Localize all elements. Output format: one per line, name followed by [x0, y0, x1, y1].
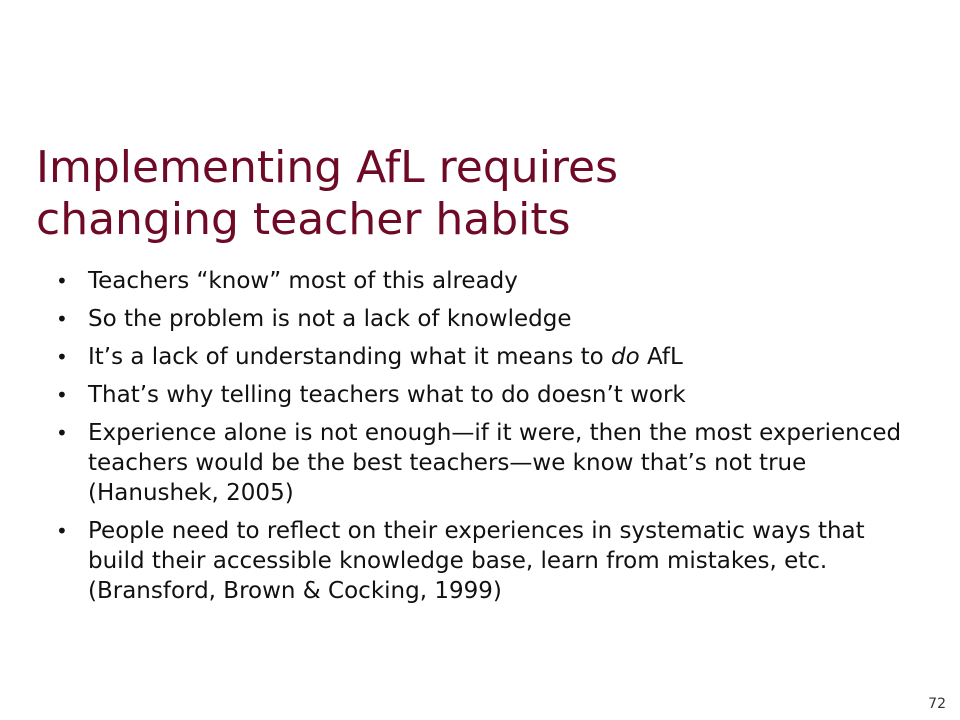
bullet-dot-icon: • — [56, 269, 68, 293]
bullet-text: So the problem is not a lack of knowledge — [88, 306, 572, 332]
bullet-dot-icon: • — [56, 345, 68, 369]
bullet-item — [56, 516, 906, 606]
bullet-text-before: It’s a lack of understanding what it means to — [88, 344, 612, 370]
bullet-text-emphasis: do — [611, 344, 640, 370]
bullet-list — [56, 266, 906, 614]
bullet-text: Experience alone is not enough—if it were, then the most experienced teachers would be the best teachers—we know that’s not true (Hanushek, 2005) — [88, 420, 902, 506]
bullet-item — [56, 266, 906, 296]
bullet-text-after: AfL — [639, 344, 683, 370]
bullet-item — [56, 342, 906, 372]
bullet-text: People need to reflect on their experiences in systematic ways that build their accessible knowledge base, learn from mistakes, etc. (Bransford, Brown & Cocking, 1999) — [88, 518, 865, 604]
bullet-item — [56, 380, 906, 410]
bullet-item — [56, 304, 906, 334]
bullet-dot-icon: • — [56, 383, 68, 407]
bullet-text: Teachers “know” most of this already — [88, 268, 518, 294]
slide-title-line-2: changing teacher habits — [36, 194, 571, 245]
bullet-dot-icon: • — [56, 307, 68, 331]
slide-title-line-1: Implementing AfL requires — [36, 142, 619, 193]
bullet-item — [56, 418, 906, 508]
bullet-dot-icon: • — [56, 519, 68, 543]
slide-title — [36, 142, 916, 246]
bullet-text: That’s why telling teachers what to do doesn’t work — [88, 382, 686, 408]
page-number: 72 — [928, 696, 946, 712]
bullet-text — [88, 344, 683, 370]
bullet-dot-icon: • — [56, 421, 68, 445]
